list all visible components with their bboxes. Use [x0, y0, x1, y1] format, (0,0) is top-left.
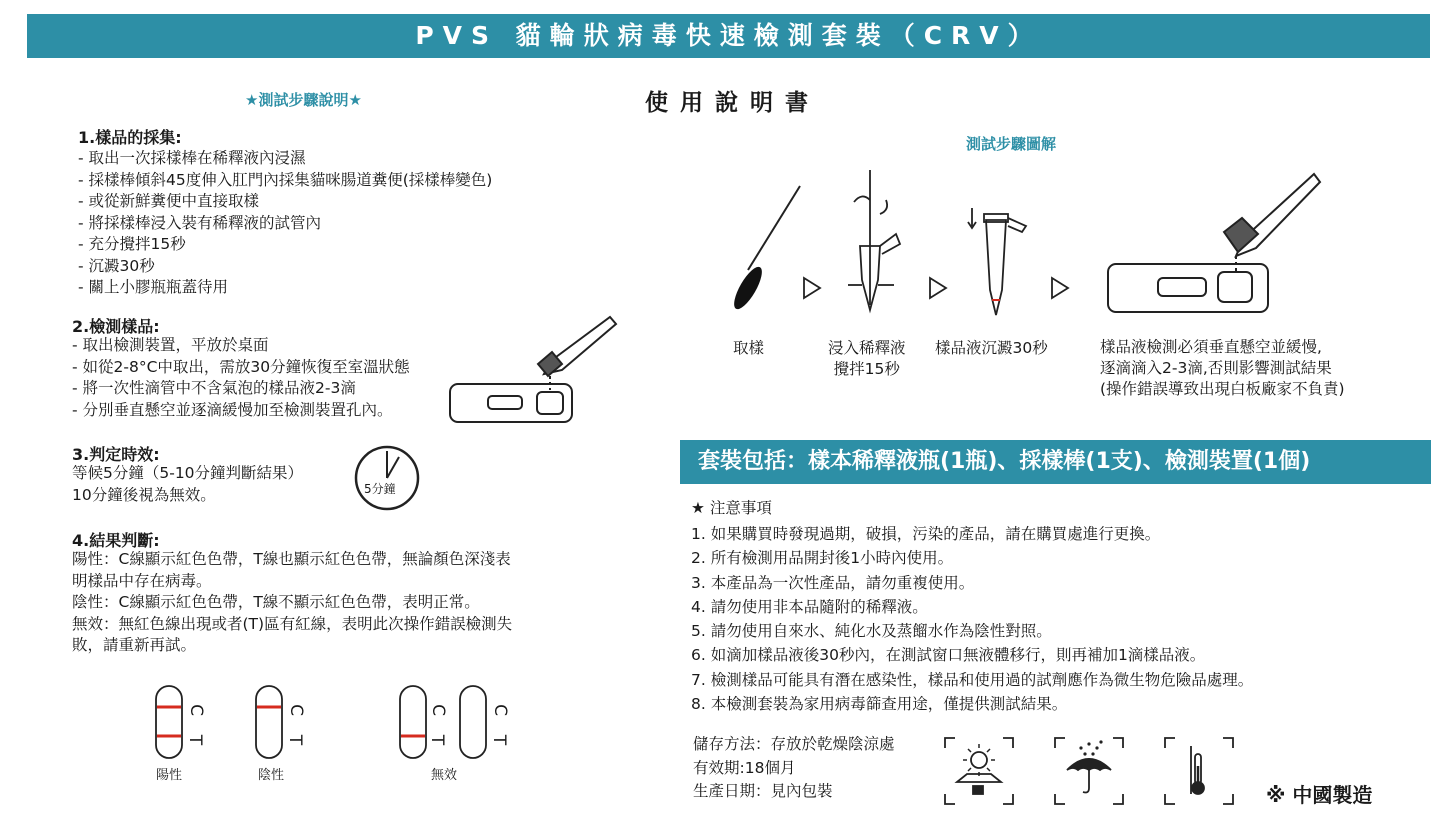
dilution-tube-icon	[848, 170, 900, 310]
section-sample-collection-title: 1.樣品的採集:	[78, 128, 182, 147]
note-item: 5. 請勿使用自來水、純化水及蒸餾水作為陰性對照。	[691, 622, 1052, 641]
origin-label: ※ 中國製造	[1266, 783, 1373, 807]
caption-line: 樣品液檢測必須垂直懸空並緩慢,	[1100, 338, 1322, 356]
text-line: - 或從新鮮糞便中直接取樣	[78, 192, 260, 210]
section-results-title: 4.結果判斷:	[72, 531, 160, 550]
procedure-diagram	[730, 160, 1390, 320]
note-item: 6. 如滴加樣品液後30秒內，在測試窗口無液體移行，則再補加1滴樣品液。	[691, 646, 1206, 665]
clock-icon	[352, 443, 422, 513]
notes-list	[691, 522, 1253, 716]
invalid-label: 無效	[431, 768, 458, 783]
text-line: - 將一次性滴管中不含氣泡的樣品液2-3滴	[72, 379, 356, 397]
step-caption-test	[1100, 337, 1345, 400]
c-marker: C	[427, 704, 448, 716]
expiry: 有效期:18個月	[693, 758, 796, 777]
invalid-strip-icon	[400, 686, 426, 758]
note-item: 2. 所有檢測用品開封後1小時內使用。	[691, 549, 954, 568]
manual-title: 使 用 說 明 書	[645, 90, 811, 116]
test-steps-heading: ★測試步驟說明★	[245, 91, 362, 109]
caption-line: (操作錯誤導致出現白板廠家不負責)	[1100, 380, 1345, 398]
c-marker: C	[185, 704, 206, 716]
text-line: - 取出檢測裝置，平放於桌面	[72, 336, 269, 354]
dropper-icon	[1224, 174, 1320, 272]
text-line: 無效：無紅色線出現或者(T)區有紅線，表明此次操作錯誤檢測失	[72, 614, 513, 633]
negative-strip-icon	[256, 686, 282, 758]
section-test-sample-body	[72, 335, 410, 421]
t-marker: T	[489, 734, 510, 746]
test-device-icon	[1108, 264, 1268, 312]
text-line: - 如從2-8°C中取出，需放30分鐘恢復至室溫狀態	[72, 357, 410, 376]
t-marker: T	[427, 734, 448, 746]
text-line: - 充分攪拌15秒	[78, 235, 186, 253]
text-line: - 採樣棒傾斜45度伸入肛門內採集貓咪腸道糞便(採樣棒變色)	[78, 170, 493, 189]
package-contents-text: 套裝包括：樣本稀釋液瓶(1瓶)、採樣棒(1支)、檢測裝置(1個)	[698, 449, 1311, 474]
note-item: 1. 如果購買時發現過期，破損，污染的產品，請在購買處進行更換。	[691, 525, 1161, 543]
arrow-right-icon	[930, 278, 946, 298]
note-item: 8. 本檢測套裝為家用病毒篩查用途，僅提供測試結果。	[691, 695, 1068, 714]
clock-label: 5分鐘	[364, 482, 396, 496]
storage-symbols	[943, 736, 1233, 808]
c-marker: C	[285, 704, 306, 716]
positive-strip-icon	[156, 686, 182, 758]
storage-method: 儲存方法：存放於乾燥陰涼處	[693, 735, 895, 753]
text-line: 敗，請重新再試。	[72, 636, 197, 654]
caption-line: 浸入稀釋液	[828, 339, 906, 357]
note-item: 7. 檢測樣品可能具有潛在感染性，樣品和使用過的試劑應作為微生物危險品處理。	[691, 670, 1254, 689]
note-item: 4. 請勿使用非本品隨附的稀釋液。	[691, 597, 928, 616]
page-title: PVS 貓輪狀病毒快速檢測套裝（CRV）	[415, 21, 1042, 50]
text-line: - 將採樣棒浸入裝有稀釋液的試管內	[78, 213, 322, 232]
arrow-right-icon	[1052, 278, 1068, 298]
result-strips-diagram	[150, 682, 520, 762]
t-marker: T	[185, 734, 206, 746]
storage-info	[693, 733, 895, 804]
positive-label: 陽性	[156, 768, 183, 783]
text-line: - 關上小膠瓶瓶蓋待用	[78, 278, 229, 296]
invalid-blank-strip-icon	[460, 686, 486, 758]
section-sample-collection-body	[78, 148, 492, 299]
negative-label: 陰性	[258, 768, 285, 783]
note-item: 3. 本產品為一次性產品，請勿重複使用。	[691, 573, 975, 592]
text-line: 10分鐘後視為無效。	[72, 485, 216, 504]
notes-title: ★ 注意事項	[691, 499, 772, 517]
caption-line: 逐滴滴入2-3滴,否則影響測試結果	[1100, 359, 1332, 377]
step-caption-settle: 樣品液沉澱30秒	[935, 339, 1048, 357]
t-marker: T	[285, 734, 306, 746]
keep-from-sunlight-icon	[945, 738, 1013, 804]
arrow-right-icon	[804, 278, 820, 298]
section-results-body	[72, 549, 512, 657]
text-line: - 分別垂直懸空並逐滴緩慢加至檢測裝置孔內。	[72, 400, 393, 419]
diagram-title: 測試步驟圖解	[966, 135, 1057, 153]
c-marker: C	[489, 704, 510, 716]
section-timing-body	[72, 463, 303, 506]
step-caption-dilute	[828, 338, 906, 380]
text-line: 明樣品中存在病毒。	[72, 571, 212, 590]
keep-dry-icon	[1055, 738, 1123, 804]
temperature-limit-icon	[1165, 738, 1233, 804]
settling-tube-icon	[968, 208, 1026, 315]
text-line: - 取出一次採樣棒在稀釋液內浸濕	[78, 149, 306, 167]
text-line: 等候5分鐘（5-10分鐘判斷結果）	[72, 464, 304, 482]
text-line: 陰性：C線顯示紅色色帶，T線不顯示紅色色帶，表明正常。	[72, 593, 480, 611]
step-caption-sampling: 取樣	[733, 339, 765, 357]
section-timing-title: 3.判定時效:	[72, 445, 160, 464]
swab-icon	[729, 186, 800, 313]
text-line: 陽性：C線顯示紅色色帶，T線也顯示紅色色帶，無論顏色深淺表	[72, 550, 511, 568]
production-date: 生產日期：見內包裝	[693, 782, 833, 800]
section-test-sample-title: 2.檢測樣品:	[72, 317, 160, 336]
text-line: - 沉澱30秒	[78, 256, 155, 275]
caption-line: 攪拌15秒	[833, 360, 900, 378]
dropper-device-icon	[440, 312, 620, 427]
